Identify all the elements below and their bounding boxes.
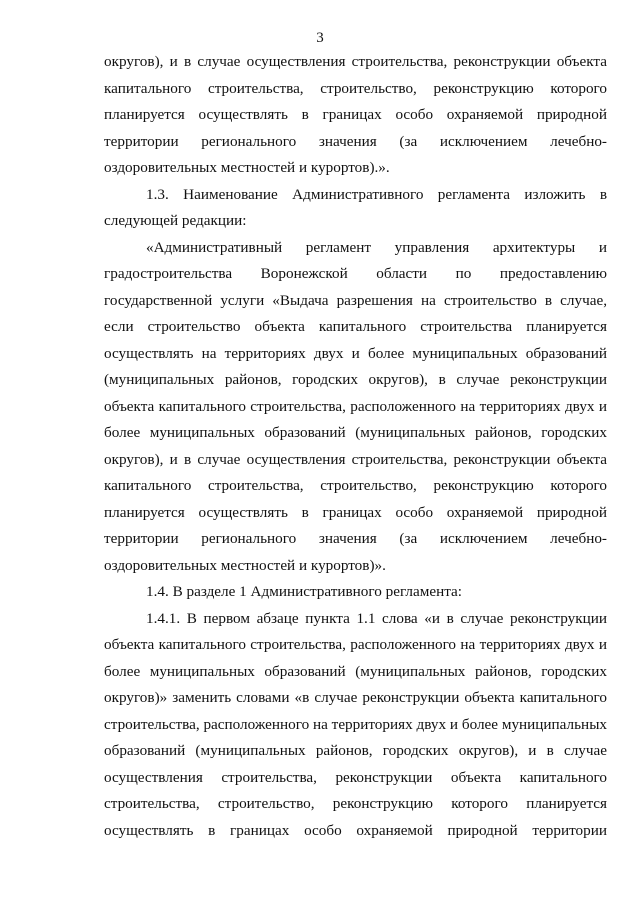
text-line: 1.4. В разделе 1 Административного регламента: [146, 583, 463, 600]
text-line: округов), и в случае осуществления строительства, реконструкции объекта [104, 53, 607, 70]
text-line: осуществления строительства, реконструкции объекта капитального [104, 768, 607, 786]
text-line: 1.4.1. В первом абзаце пункта 1.1 слова «и в случае реконструкции [146, 609, 607, 627]
text-line: градостроительства Воронежской области по предоставлению [104, 265, 607, 282]
text-line: округов), и в случае осуществления строительства, реконструкции объекта [104, 450, 607, 468]
text-line: «Административный регламент управления архитектуры и [146, 238, 607, 256]
text-line: (муниципальных районов, городских округов), в случае реконструкции [104, 371, 607, 388]
text-line: более муниципальных образований (муниципальных районов, городских [104, 424, 607, 441]
text-line: строительства, расположенного на территориях двух и более муниципальных [104, 715, 607, 733]
text-line: 1.3. Наименование Административного регламента изложить в [146, 185, 607, 203]
text-line: территории регионального значения (за исключением лечебно- [104, 530, 607, 547]
text-line: оздоровительных местностей и курортов).». [104, 159, 390, 176]
text-line: объекта капитального строительства, расположенного на территориях двух и [104, 397, 607, 415]
text-line: осуществлять на территориях двух и более муниципальных образований [104, 344, 607, 362]
text-line: капитального строительства, строительство, реконструкцию которого [104, 79, 607, 97]
text-line: образований (муниципальных районов, городских округов), и в случае [104, 742, 607, 759]
text-line: территории регионального значения (за исключением лечебно- [104, 132, 607, 150]
text-line: государственной услуги «Выдача разрешения на строительство в случае, [104, 291, 607, 309]
text-line: планируется осуществлять в границах особо охраняемой природной [104, 106, 607, 123]
text-line: объекта капитального строительства, расположенного на территориях двух и [104, 636, 607, 653]
text-line: более муниципальных образований (муниципальных районов, городских [104, 662, 607, 680]
text-line: строительства, строительство, реконструкцию которого планируется [104, 795, 607, 812]
text-line: планируется осуществлять в границах особо охраняемой природной [104, 503, 607, 521]
text-line: осуществлять в границах особо охраняемой природной территории [104, 821, 607, 839]
text-line: следующей редакции: [104, 212, 247, 229]
text-line: если строительство объекта капитального строительства планируется [104, 318, 607, 335]
text-line: капитального строительства, строительство, реконструкцию которого [104, 477, 607, 494]
page-number: 3 [316, 30, 324, 46]
text-line: округов)» заменить словами «в случае реконструкции объекта капитального [104, 689, 607, 706]
text-line: оздоровительных местностей и курортов)». [104, 556, 386, 574]
